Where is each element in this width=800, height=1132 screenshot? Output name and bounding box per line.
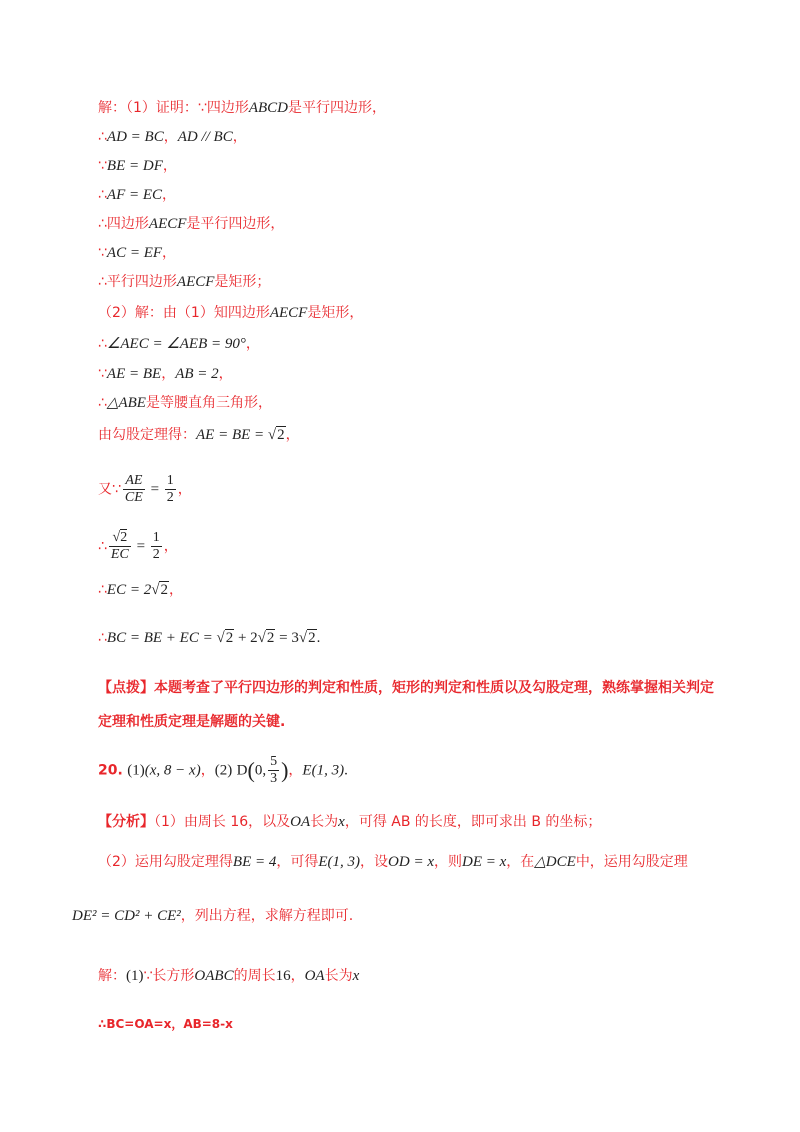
- text: ∴四边形: [98, 216, 149, 232]
- solution-line-12: [98, 425, 300, 445]
- math: AF = EC: [106, 187, 163, 203]
- therefore-symbol: ∴: [98, 187, 107, 203]
- text: 是平行四边形，: [186, 216, 285, 232]
- fraction: [123, 473, 145, 506]
- math: OD = x: [388, 854, 434, 870]
- math: E(1, 3): [318, 854, 361, 870]
- point-label: D: [236, 762, 248, 779]
- text: 由勾股定理得：: [98, 427, 196, 443]
- text: 是等腰直角三角形，: [145, 395, 272, 411]
- math: AC = EF: [106, 245, 163, 261]
- part-label: (1): [127, 762, 145, 779]
- solution-line-9: [98, 334, 260, 354]
- text: （2）运用勾股定理得: [98, 854, 233, 870]
- numerator: 1: [166, 473, 174, 488]
- text: ∵长方形: [143, 968, 195, 984]
- math: △ABE: [106, 395, 146, 411]
- text: ，: [162, 245, 177, 261]
- math: = 3: [275, 630, 299, 646]
- math: AB = 2: [175, 366, 219, 382]
- math: x: [338, 814, 345, 830]
- math: .: [316, 630, 321, 646]
- text: 是平行四边形，: [288, 100, 386, 116]
- sqrt: √2: [257, 630, 275, 646]
- analysis-line-3: [72, 906, 353, 926]
- text: ，: [168, 582, 183, 598]
- math: BE = DF: [106, 158, 163, 174]
- sqrt-body: 2: [308, 630, 316, 646]
- numerator: √2: [109, 530, 131, 547]
- math: DE² = CD² + CE²: [72, 908, 181, 924]
- text: ，: [285, 427, 300, 443]
- sqrt-body: 2: [225, 630, 234, 646]
- solution-line-7: [98, 272, 270, 292]
- text: ，可得: [276, 854, 319, 870]
- math: BE = 4: [232, 854, 277, 870]
- math: AE = BE: [106, 366, 162, 382]
- therefore-symbol: ∴: [98, 538, 107, 555]
- text: （1）由周长 16，以及: [154, 814, 291, 830]
- text: ，: [290, 968, 305, 984]
- text: ，: [200, 762, 215, 779]
- therefore-symbol: ∴: [98, 336, 107, 352]
- denominator: 3: [270, 771, 278, 786]
- question-20-answer: 20. (1)(x, 8 − x)，(2) D(0, $\frac{5}{3}$ )，E(1, 3).: [98, 754, 348, 786]
- therefore-symbol: ∴: [98, 630, 107, 646]
- math: + 2: [234, 630, 258, 646]
- solution-line-11: [98, 393, 272, 413]
- because-symbol: ∵: [98, 158, 107, 174]
- solution-line-last: [98, 1014, 233, 1034]
- text: 中，运用勾股定理: [575, 854, 688, 870]
- solution-line-6: [98, 243, 176, 263]
- solution-line-2: [98, 127, 247, 147]
- text: ，可得 AB 的长度，即可求出 B 的坐标；: [344, 814, 602, 830]
- text: ∴BC=OA=x，AB=8-x: [98, 1017, 233, 1031]
- numerator: 1: [152, 530, 160, 545]
- text: （2）解：由（1）知四边形: [98, 305, 270, 321]
- therefore-symbol: ∴: [98, 582, 107, 598]
- math: △DCE: [534, 854, 576, 870]
- math: 0,: [254, 762, 267, 779]
- solution-line-3: [98, 156, 177, 176]
- analysis-line-1: [98, 812, 601, 832]
- math: EC = 2: [106, 582, 152, 598]
- text: 长为: [324, 968, 353, 984]
- text: ，在: [506, 854, 535, 870]
- text: ，: [162, 158, 177, 174]
- dianbo-line-2: [98, 712, 285, 732]
- solution-line-4: [98, 185, 176, 205]
- sqrt: √2: [298, 630, 316, 646]
- text: 本题考查了平行四边形的判定和性质，矩形的判定和性质以及勾股定理，熟练掌握相关判定: [154, 680, 714, 696]
- text: ，: [177, 481, 192, 498]
- part-label: (2): [214, 762, 233, 779]
- text: .: [344, 762, 348, 779]
- text: 的周长: [233, 968, 276, 984]
- math: OA: [290, 814, 311, 830]
- fraction: [109, 530, 131, 563]
- sqrt-body: 2: [120, 530, 128, 545]
- fraction: [151, 530, 162, 563]
- sqrt-body: 2: [160, 582, 168, 598]
- math: DE = x: [461, 854, 507, 870]
- denominator: CE: [124, 490, 143, 505]
- text: 是矩形，: [307, 305, 364, 321]
- numerator: 5: [270, 754, 278, 769]
- text: ，: [245, 336, 260, 352]
- denominator: EC: [110, 547, 129, 562]
- text: 是矩形；: [214, 274, 271, 290]
- fraction: [268, 754, 279, 787]
- math: x: [352, 968, 360, 984]
- text: ，: [161, 366, 176, 382]
- fraction: [165, 473, 176, 506]
- math: =: [132, 538, 149, 555]
- question-number: 20.: [98, 762, 123, 779]
- solution-line-1: [98, 98, 386, 118]
- math: =: [146, 481, 163, 498]
- math: OA: [304, 968, 325, 984]
- math: BC = BE + EC =: [106, 630, 217, 646]
- text: ，: [232, 129, 247, 145]
- text: 解：: [98, 968, 126, 984]
- math: AE = BE =: [196, 427, 268, 443]
- solution-line-10: [98, 364, 233, 384]
- math: (x, 8 − x): [144, 762, 201, 779]
- numerator: AE: [123, 473, 145, 490]
- sqrt: √2: [216, 630, 234, 646]
- text: ，: [162, 187, 177, 203]
- text: 定理和性质定理是解题的关键.: [98, 714, 286, 730]
- math: AD // BC: [177, 129, 233, 145]
- denominator: 2: [152, 547, 160, 562]
- text: ，设: [360, 854, 389, 870]
- text: ，: [163, 538, 178, 555]
- therefore-symbol: ∴: [98, 129, 107, 145]
- solution-line-8: [98, 303, 363, 323]
- solution-line-14: [98, 530, 178, 563]
- solution-line-15: [98, 580, 183, 600]
- sqrt-body: 2: [277, 427, 285, 443]
- math: AECF: [176, 274, 215, 290]
- sqrt-body: 2: [266, 630, 275, 646]
- dianbo-tag: 【点拨】: [98, 680, 154, 696]
- math: OABC: [194, 968, 234, 984]
- dianbo-line-1: [98, 678, 714, 698]
- text: ，列出方程，求解方程即可.: [180, 908, 354, 924]
- math: ABCD: [248, 100, 288, 116]
- text: 又∵: [98, 481, 121, 498]
- text: ，: [218, 366, 233, 382]
- part-label: (1): [126, 968, 144, 984]
- text: ，则: [433, 854, 462, 870]
- math: AECF: [269, 305, 308, 321]
- math: ∠AEC = ∠AEB = 90°: [106, 336, 246, 352]
- math: E(1, 3): [302, 762, 345, 779]
- text: ，: [163, 129, 178, 145]
- solution-line-13: [98, 473, 192, 506]
- analysis-tag: 【分析】: [98, 814, 154, 830]
- because-symbol: ∵: [98, 366, 107, 382]
- solution-line-5: [98, 214, 284, 234]
- analysis-line-2: [98, 852, 688, 872]
- text: ∴平行四边形: [98, 274, 177, 290]
- sqrt: √2: [151, 582, 168, 598]
- math: AD = BC: [106, 129, 164, 145]
- because-symbol: ∵: [98, 245, 107, 261]
- solution-line-16: [98, 628, 320, 648]
- solution-intro: [98, 966, 359, 986]
- math: 16: [275, 968, 291, 984]
- text: 解：（1）证明：∵四边形: [98, 100, 249, 116]
- therefore-symbol: ∴: [98, 395, 107, 411]
- denominator: 2: [166, 490, 174, 505]
- text: ，: [288, 762, 303, 779]
- sqrt: √2: [267, 427, 285, 443]
- text: 长为: [310, 814, 339, 830]
- math: AECF: [148, 216, 187, 232]
